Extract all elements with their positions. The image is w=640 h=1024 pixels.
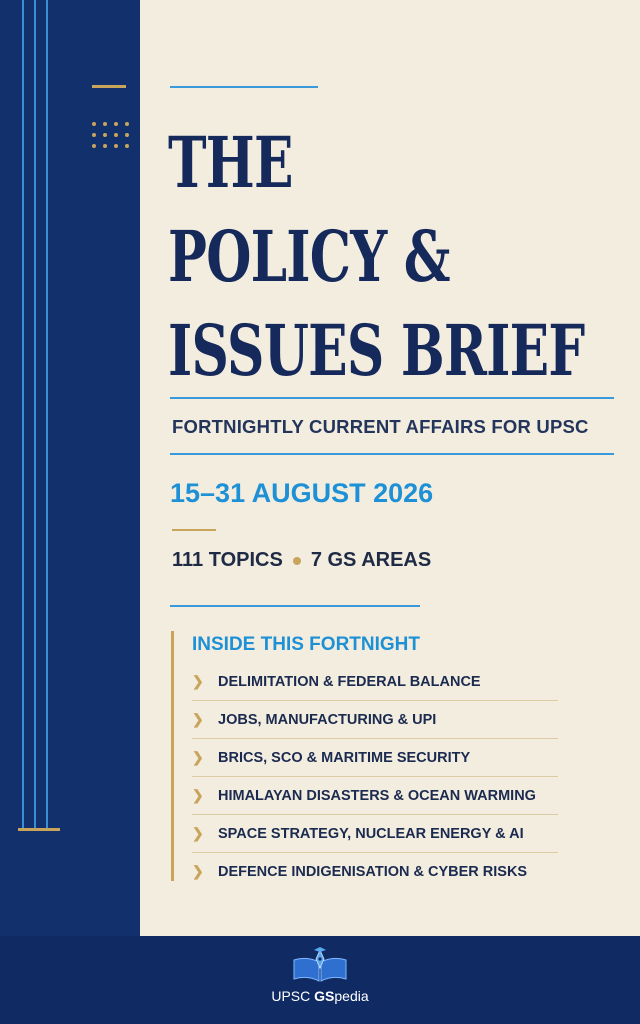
list-item-label: SPACE STRATEGY, NUCLEAR ENERGY & AI — [218, 825, 524, 842]
issue-date: 15–31 AUGUST 2026 — [170, 478, 434, 508]
sidebar-line-1 — [22, 0, 24, 830]
book-pen-icon — [290, 946, 350, 984]
list-item — [192, 701, 558, 739]
list-item-label: JOBS, MANUFACTURING & UPI — [218, 711, 437, 728]
sidebar-line-3 — [46, 0, 48, 830]
gs-areas-count: 7 GS AREAS — [310, 549, 432, 571]
inside-accent-bar — [171, 631, 174, 881]
brand-name — [0, 988, 640, 1004]
dot-separator-icon — [293, 557, 301, 565]
sidebar-gold-base — [18, 828, 60, 831]
title-line-2: POLICY & — [168, 215, 450, 298]
subtitle: FORTNIGHTLY CURRENT AFFAIRS FOR UPSC — [172, 416, 589, 437]
list-item — [192, 815, 558, 853]
inside-heading: INSIDE THIS FORTNIGHT — [192, 634, 420, 655]
chevron-right-icon: ❯ — [192, 711, 204, 727]
brand-prefix: UPSC — [271, 988, 311, 1004]
date-underline — [172, 529, 216, 531]
topics-count: 111 TOPICS — [172, 549, 283, 571]
subtitle-bottom-rule — [170, 453, 614, 455]
gold-accent-bar — [92, 85, 126, 88]
inside-topic-list — [192, 663, 558, 890]
chevron-right-icon: ❯ — [192, 863, 204, 879]
list-item-label: DELIMITATION & FEDERAL BALANCE — [218, 673, 481, 690]
title-line-1: THE — [168, 121, 293, 204]
subtitle-top-rule — [170, 397, 614, 399]
stats-rule — [170, 605, 420, 607]
list-item — [192, 739, 558, 777]
list-item — [192, 853, 558, 890]
sidebar-line-2 — [34, 0, 36, 830]
brand-suffix: pedia — [334, 988, 369, 1004]
chevron-right-icon: ❯ — [192, 825, 204, 841]
chevron-right-icon: ❯ — [192, 673, 204, 689]
issue-stats — [172, 549, 431, 572]
chevron-right-icon: ❯ — [192, 749, 204, 765]
list-item — [192, 777, 558, 815]
list-item-label: BRICS, SCO & MARITIME SECURITY — [218, 749, 471, 766]
left-sidebar — [0, 0, 140, 936]
brand-bold: GS — [314, 988, 335, 1004]
list-item-label: DEFENCE INDIGENISATION & CYBER RISKS — [218, 863, 528, 880]
dot-grid-ornament — [92, 122, 126, 148]
list-item-label: HIMALAYAN DISASTERS & OCEAN WARMING — [218, 787, 536, 804]
list-item — [192, 663, 558, 701]
top-rule — [170, 86, 318, 88]
cover-title — [168, 116, 584, 398]
title-line-3: ISSUES BRIEF — [168, 309, 585, 392]
chevron-right-icon: ❯ — [192, 787, 204, 803]
